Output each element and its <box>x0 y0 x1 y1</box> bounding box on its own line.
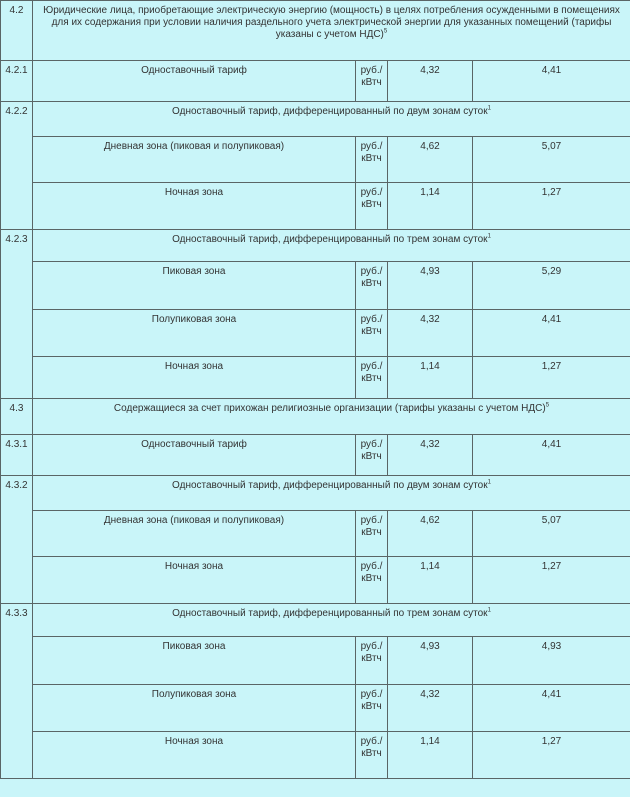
value-second-half: 1,27 <box>473 732 630 779</box>
table-row <box>1 685 630 732</box>
row-number: 4.3.2 <box>1 476 33 604</box>
row-number: 4.3.3 <box>1 604 33 779</box>
value-second-half: 1,27 <box>473 557 630 604</box>
zone-name: Полупиковая зона <box>33 310 356 357</box>
subsection-header-row <box>1 476 630 511</box>
subsection-title: Одноставочный тариф, дифференцированный по трем зонам суток$^1$ <box>33 604 630 637</box>
unit-cell: руб./ кВтч <box>356 183 388 230</box>
unit-cell: руб./ кВтч <box>356 310 388 357</box>
table-row <box>1 137 630 183</box>
zone-name: Пиковая зона <box>33 262 356 310</box>
section-title: Содержащиеся за счет прихожан религиозные организации (тарифы указаны с учетом НДС)$^5$ <box>33 399 630 435</box>
row-number: 4.2.1 <box>1 61 33 102</box>
table-row <box>1 61 630 102</box>
subsection-header-row <box>1 230 630 262</box>
value-first-half: 1,14 <box>388 357 473 399</box>
table-row <box>1 262 630 310</box>
unit-cell: руб./ кВтч <box>356 137 388 183</box>
value-second-half: 5,07 <box>473 137 630 183</box>
value-first-half: 1,14 <box>388 183 473 230</box>
section-header-row <box>1 1 630 61</box>
value-second-half: 5,07 <box>473 511 630 557</box>
footnote-mark: 5 <box>545 402 550 409</box>
unit-cell: руб./ кВтч <box>356 435 388 476</box>
tariff-name: Одноставочный тариф <box>33 435 356 476</box>
unit-cell: руб./ кВтч <box>356 685 388 732</box>
value-first-half: 4,32 <box>388 685 473 732</box>
value-second-half: 4,41 <box>473 61 630 102</box>
unit-cell: руб./ кВтч <box>356 511 388 557</box>
subsection-title: Одноставочный тариф, дифференцированный по трем зонам суток$^1$ <box>33 230 630 262</box>
zone-name: Ночная зона <box>33 732 356 779</box>
zone-name: Полупиковая зона <box>33 685 356 732</box>
unit-cell: руб./ кВтч <box>356 262 388 310</box>
zone-name: Дневная зона (пиковая и полупиковая) <box>33 511 356 557</box>
value-second-half: 4,93 <box>473 637 630 685</box>
value-first-half: 4,62 <box>388 137 473 183</box>
subsection-header-row <box>1 102 630 137</box>
unit-cell: руб./ кВтч <box>356 557 388 604</box>
unit-cell: руб./ кВтч <box>356 732 388 779</box>
value-second-half: 4,41 <box>473 435 630 476</box>
footnote-mark: 1 <box>487 479 491 486</box>
value-first-half: 1,14 <box>388 557 473 604</box>
value-first-half: 4,93 <box>388 262 473 310</box>
value-second-half: 5,29 <box>473 262 630 310</box>
zone-name: Ночная зона <box>33 557 356 604</box>
value-second-half: 4,41 <box>473 685 630 732</box>
unit-cell: руб./ кВтч <box>356 61 388 102</box>
row-number: 4.2.2 <box>1 102 33 230</box>
table-row <box>1 511 630 557</box>
unit-cell: руб./ кВтч <box>356 637 388 685</box>
subsection-title: Одноставочный тариф, дифференцированный по двум зонам суток$^1$ <box>33 476 630 511</box>
footnote-mark: 5 <box>383 28 388 35</box>
value-first-half: 4,32 <box>388 310 473 357</box>
zone-name: Ночная зона <box>33 357 356 399</box>
row-number: 4.2.3 <box>1 230 33 399</box>
value-first-half: 4,62 <box>388 511 473 557</box>
section-title: Юридические лица, приобретающие электрическую энергию (мощность) в целях потребления осужденными в помещениях для их содержания при условии наличия раздельного учета электрической энергии для указанных помещений (тарифы указаны с учетом НДС)$^5$ <box>33 1 630 61</box>
table-row <box>1 637 630 685</box>
section-header-row <box>1 399 630 435</box>
value-first-half: 4,93 <box>388 637 473 685</box>
table-row <box>1 732 630 779</box>
footnote-mark: 1 <box>487 607 491 614</box>
value-first-half: 4,32 <box>388 61 473 102</box>
table-row <box>1 183 630 230</box>
footnote-mark: 1 <box>487 105 491 112</box>
footnote-mark: 1 <box>487 233 491 240</box>
value-second-half: 1,27 <box>473 357 630 399</box>
table-row <box>1 357 630 399</box>
table-row <box>1 310 630 357</box>
subsection-header-row <box>1 604 630 637</box>
tariff-name: Одноставочный тариф <box>33 61 356 102</box>
value-first-half: 4,32 <box>388 435 473 476</box>
row-number: 4.3.1 <box>1 435 33 476</box>
table-row <box>1 435 630 476</box>
table-row <box>1 557 630 604</box>
row-number: 4.2 <box>1 1 33 61</box>
row-number: 4.3 <box>1 399 33 435</box>
zone-name: Пиковая зона <box>33 637 356 685</box>
unit-cell: руб./ кВтч <box>356 357 388 399</box>
zone-name: Дневная зона (пиковая и полупиковая) <box>33 137 356 183</box>
subsection-title: Одноставочный тариф, дифференцированный по двум зонам суток$^1$ <box>33 102 630 137</box>
value-second-half: 4,41 <box>473 310 630 357</box>
value-first-half: 1,14 <box>388 732 473 779</box>
value-second-half: 1,27 <box>473 183 630 230</box>
zone-name: Ночная зона <box>33 183 356 230</box>
